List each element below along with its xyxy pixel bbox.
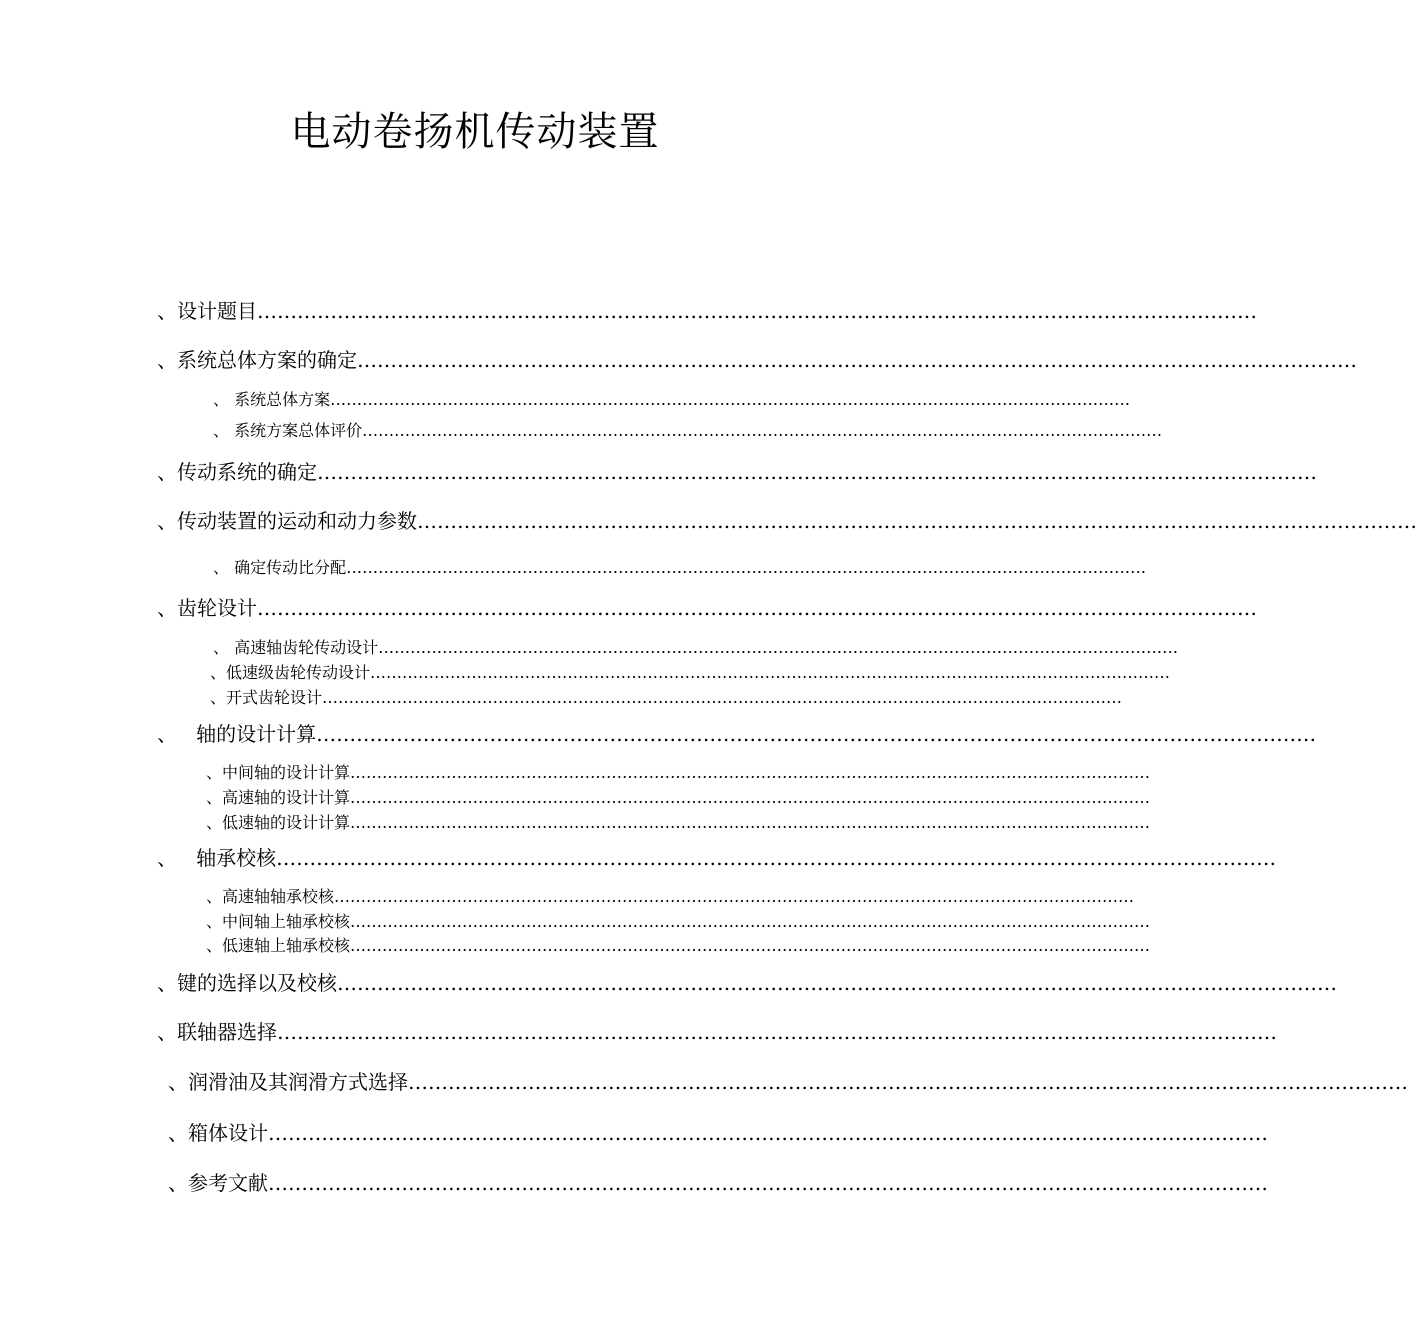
toc-entry[interactable]: 、箱体设计 ……………………………………………………………………………………………………………………………………: [168, 1121, 1268, 1145]
toc-subentry[interactable]: 、 系统总体方案 ……………………………………………………………………………………………………………………………………: [213, 390, 1131, 409]
toc-entry[interactable]: 、系统总体方案的确定 ……………………………………………………………………………………………………………………………………: [157, 348, 1357, 372]
toc-subentry[interactable]: 、 系统方案总体评价 ……………………………………………………………………………………………………………………………………: [213, 421, 1163, 440]
toc-subentry[interactable]: 、 高速轴齿轮传动设计 ……………………………………………………………………………………………………………………………………: [213, 638, 1179, 657]
toc-entry[interactable]: 、齿轮设计 ……………………………………………………………………………………………………………………………………: [157, 596, 1257, 620]
toc-subentry[interactable]: 、高速轴的设计计算 ……………………………………………………………………………………………………………………………………: [206, 788, 1151, 807]
toc-entry[interactable]: 、传动装置的运动和动力参数 ……………………………………………………………………………………………………………………………………: [157, 509, 1417, 533]
toc-subentry[interactable]: 、中间轴的设计计算 ……………………………………………………………………………………………………………………………………: [206, 763, 1151, 782]
toc-subentry[interactable]: 、中间轴上轴承校核 ……………………………………………………………………………………………………………………………………: [206, 912, 1151, 931]
toc-entry[interactable]: 、键的选择以及校核 ……………………………………………………………………………………………………………………………………: [157, 971, 1337, 995]
toc-subentry[interactable]: 、高速轴轴承校核 ……………………………………………………………………………………………………………………………………: [206, 887, 1135, 906]
toc-subentry[interactable]: 、开式齿轮设计 ……………………………………………………………………………………………………………………………………: [210, 688, 1123, 707]
toc-entry[interactable]: 、 轴承校核 ……………………………………………………………………………………………………………………………………: [157, 846, 1277, 870]
toc-entry[interactable]: 、 轴的设计计算 ……………………………………………………………………………………………………………………………………: [157, 722, 1317, 746]
toc-subentry[interactable]: 、低速级齿轮传动设计 ……………………………………………………………………………………………………………………………………: [210, 663, 1171, 682]
toc-subentry[interactable]: 、低速轴上轴承校核 ……………………………………………………………………………………………………………………………………: [206, 936, 1151, 955]
toc-subentry[interactable]: 、 确定传动比分配 ……………………………………………………………………………………………………………………………………: [213, 558, 1147, 577]
toc-entry[interactable]: 、联轴器选择 ……………………………………………………………………………………………………………………………………: [157, 1020, 1277, 1044]
toc-entry[interactable]: 、传动系统的确定 ……………………………………………………………………………………………………………………………………: [157, 460, 1317, 484]
toc-entry[interactable]: 、润滑油及其润滑方式选择 ……………………………………………………………………………………………………………………………………: [168, 1070, 1408, 1094]
document-title: 电动卷扬机传动装置: [290, 109, 660, 155]
toc-entry[interactable]: 、参考文献 ……………………………………………………………………………………………………………………………………: [168, 1171, 1268, 1195]
toc-subentry[interactable]: 、低速轴的设计计算 ……………………………………………………………………………………………………………………………………: [206, 813, 1151, 832]
toc-entry[interactable]: 、设计题目 ……………………………………………………………………………………………………………………………………: [157, 299, 1257, 323]
